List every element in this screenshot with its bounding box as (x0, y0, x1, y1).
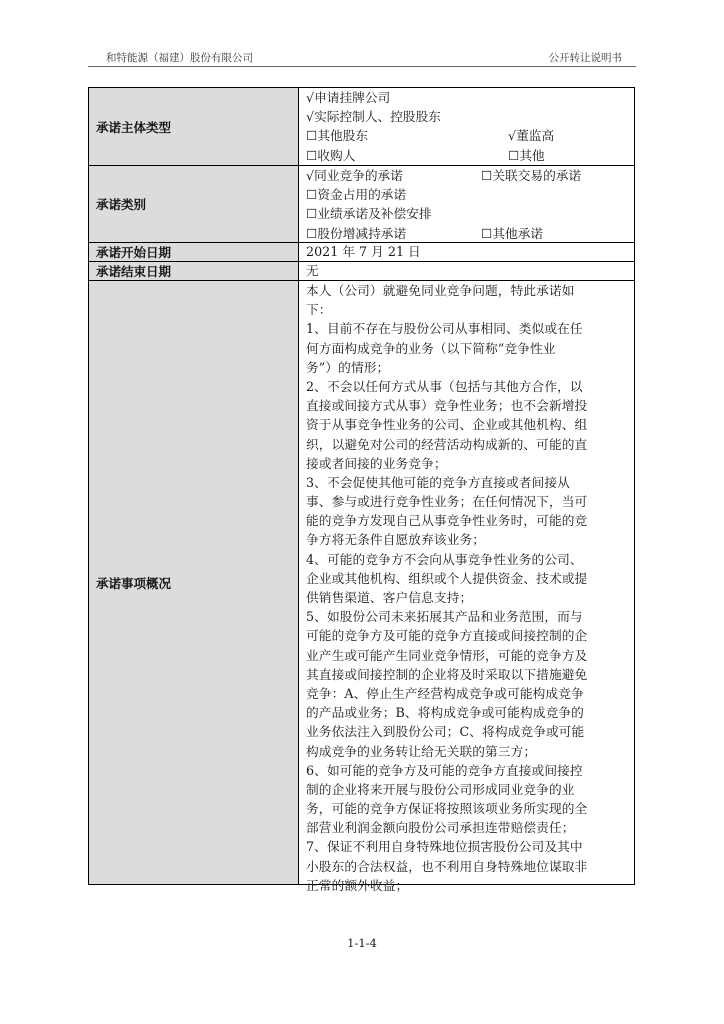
subject-type-option: ☐其他 (508, 147, 545, 163)
summary-line: 6、如可能的竞争方及可能的竞争方直接或间接控 (306, 762, 583, 778)
summary-line: 7、保证不利用自身特殊地位损害股份公司及其中 (306, 839, 583, 855)
commitment-table (88, 87, 635, 893)
page-header (88, 50, 636, 67)
summary-line: 构成竞争的业务转让给无关联的第三方； (306, 743, 537, 759)
summary-line: 直接或间接方式从事）竞争性业务；也不会新增投 (306, 398, 588, 414)
summary-line: 务”）的情形； (306, 359, 390, 375)
row-category (89, 165, 634, 242)
header-document-title: 公开转让说明书 (548, 52, 622, 64)
subject-type-option: ☐其他股东 (306, 128, 369, 144)
summary-label: 承诺事项概况 (89, 281, 299, 884)
summary-line: 竞争：A、停止生产经营构成竞争或可能构成竞争 (306, 685, 584, 701)
summary-line: 企业或其他机构、组织或个人提供资金、技术或提 (306, 570, 588, 586)
summary-line: 务，可能的竞争方保证将按照该项业务所实现的全 (306, 801, 588, 817)
summary-line: 1、目前不存在与股份公司从事相同、类似或在任 (306, 321, 583, 337)
summary-line: 争方将无条件自愿放弃该业务； (306, 532, 486, 548)
subject-type-option: √董监高 (508, 128, 555, 144)
subject-type-option: √申请挂牌公司 (306, 90, 391, 105)
summary-line: 能的竞争方发现自己从事竞争性业务时，可能的竞 (306, 513, 588, 529)
summary-line: 事、参与或进行竞争性业务；在任何情况下，当可 (306, 494, 588, 510)
summary-line: 业产生或可能产生同业竞争情形，可能的竞争方及 (306, 647, 588, 663)
summary-line: 供销售渠道、客户信息支持； (306, 590, 473, 605)
end-date-value (299, 262, 634, 280)
end-date-label: 承诺结束日期 (89, 262, 299, 280)
subject-type-option: √实际控制人、控股股东 (306, 109, 441, 125)
summary-line: 5、如股份公司未来拓展其产品和业务范围，而与 (306, 609, 583, 625)
summary-line: 接或者间接的业务竞争； (306, 455, 447, 471)
row-start-date (89, 242, 634, 261)
summary-line: 制的企业将来开展与股份公司形成同业竞争的业 (306, 781, 575, 797)
summary-line: 正常的额外收益； (306, 877, 409, 893)
start-date-label: 承诺开始日期 (89, 243, 299, 261)
subject-type-value (299, 88, 634, 165)
summary-value (299, 281, 634, 893)
start-date-text: 2021 年 7 月 21 日 (306, 244, 421, 259)
subject-type-option: ☐收购人 (306, 147, 356, 163)
header-company-name: 和特能源（福建）股份有限公司 (106, 52, 253, 64)
summary-line: 本人（公司）就避免同业竞争问题，特此承诺如 (306, 283, 575, 298)
start-date-value (299, 243, 634, 261)
summary-line: 何方面构成竞争的业务（以下简称“竞争性业 (306, 340, 556, 356)
category-option: ☐关联交易的承诺 (481, 168, 582, 183)
end-date-text: 无 (306, 263, 319, 278)
row-end-date (89, 261, 634, 280)
summary-line: 3、不会促使其他可能的竞争方直接或者间接从 (306, 474, 570, 490)
summary-line: 部营业利润金额向股份公司承担连带赔偿责任； (306, 820, 575, 836)
category-option: ☐股份增减持承诺 (306, 225, 407, 241)
summary-line: 下： (306, 302, 332, 318)
row-summary (89, 280, 634, 893)
summary-line: 的产品或业务；B、将构成竞争或可能构成竞争的 (306, 705, 584, 721)
page-number: 1-1-4 (347, 936, 377, 950)
category-value (299, 166, 634, 242)
category-option: ☐业绩承诺及补偿安排 (306, 206, 432, 222)
category-option: √同业竞争的承诺 (306, 168, 403, 183)
summary-line: 可能的竞争方及可能的竞争方直接或间接控制的企 (306, 628, 588, 644)
subject-type-label: 承诺主体类型 (89, 88, 299, 165)
summary-line: 4、可能的竞争方不会向从事竞争性业务的公司、 (306, 551, 583, 567)
summary-line: 业务依法注入到股份公司；C、将构成竞争或可能 (306, 724, 585, 740)
summary-line: 其直接或间接控制的企业将及时采取以下措施避免 (306, 666, 588, 682)
summary-line: 2、不会以任何方式从事（包括与其他方合作，以 (306, 378, 583, 394)
summary-line: 织，以避免对公司的经营活动构成新的、可能的直 (306, 436, 588, 452)
category-label: 承诺类别 (89, 166, 299, 242)
category-option: ☐资金占用的承诺 (306, 187, 407, 203)
category-option: ☐其他承诺 (481, 225, 544, 241)
summary-line: 资于从事竞争性业务的公司、企业或其他机构、组 (306, 417, 588, 433)
summary-line: 小股东的合法权益，也不利用自身特殊地位谋取非 (306, 858, 588, 874)
row-subject-type (89, 88, 634, 165)
